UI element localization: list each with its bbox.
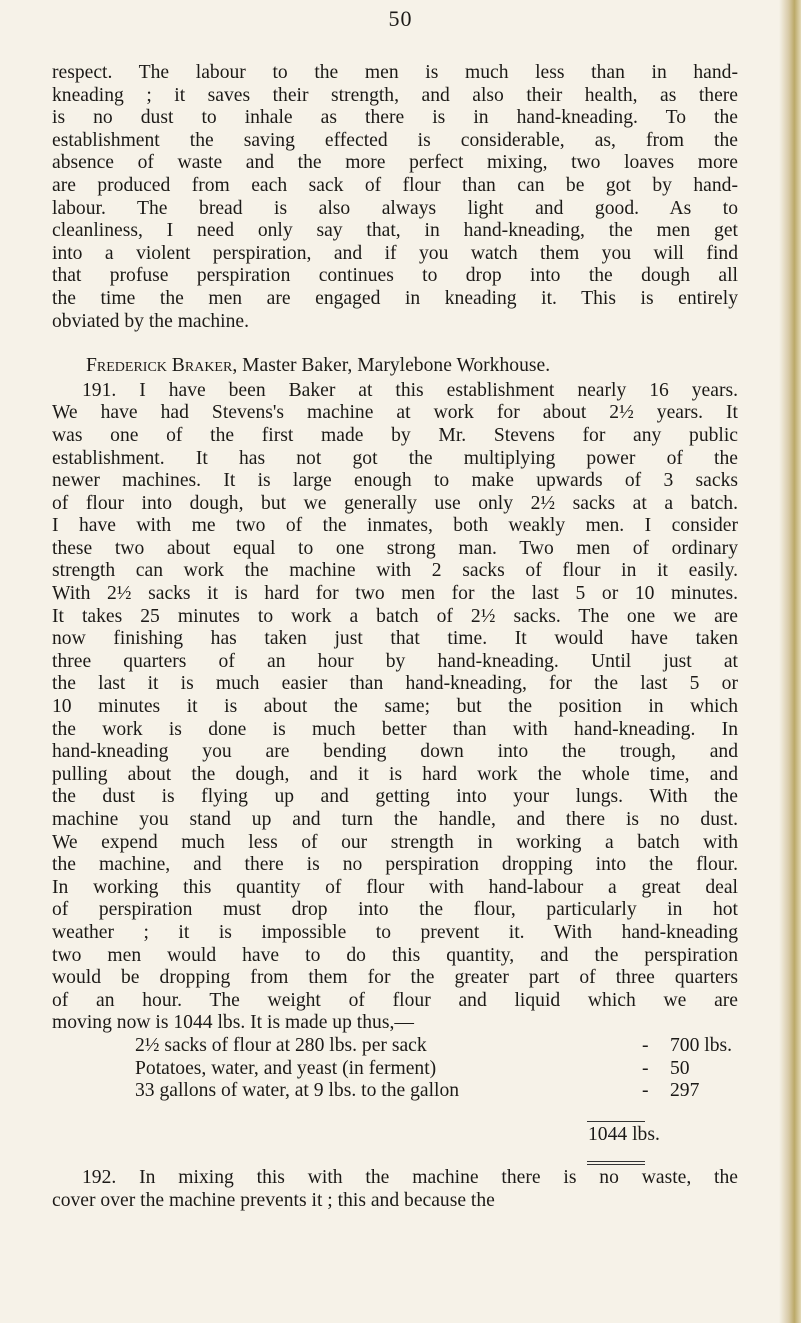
table-row [135,1058,710,1081]
text-line: was one of the first made by Mr. Stevens for any public [52,424,738,446]
text-line: establishment. It has not got the multiplying power of the [52,447,738,469]
witness-name: Frederick Braker [86,355,233,377]
table-total: 1044 lbs. [588,1123,660,1145]
table-row [135,1080,710,1103]
table-item: 33 gallons of water, at 9 lbs. to the gallon [135,1080,460,1102]
text-line: We expend much less of our strength in working a batch with [52,831,738,853]
witness-role: , Master Baker, Marylebone Workhouse. [232,355,551,377]
table-dash: - [642,1057,649,1079]
text-line: machine you stand up and turn the handle, and there is no dust. [52,809,738,830]
text-line: would be dropping from them for the greater part of three quarters [52,967,738,989]
text-line: the dust is flying up and getting into your lungs. With the [52,786,738,808]
text-line: It takes 25 minutes to work a batch of 2½ sacks. The one we are [52,605,738,627]
text-line: cleanliness, I need only say that, in hand-kneading, the men get [52,220,738,242]
table-value: 700 lbs. [670,1034,733,1056]
text-line: of perspiration must drop into the flour, particularly in hot [52,899,738,921]
text-line: cover over the machine prevents it ; this and because the [52,1189,495,1211]
text-line: the machine, and there is no perspiration dropping into the flour. [52,854,738,876]
text-line: With 2½ sacks it is hard for two men for the last 5 or 10 minutes. [52,583,738,605]
text-line: In working this quantity of flour with hand-labour a great deal [52,876,738,898]
text-line: 10 minutes it is about the same; but the position in which [52,696,738,718]
table-item: Potatoes, water, and yeast (in ferment) [135,1057,437,1079]
double-rule [587,1161,645,1165]
text-line: obviated by the machine. [52,310,249,332]
paragraph-testimony-end [52,62,738,333]
page-number: 50 [388,6,413,31]
table-value: 297 [670,1080,700,1102]
text-line: labour. The bread is also always light and good. As to [52,197,738,219]
page-body [52,62,738,1213]
text-line: of an hour. The weight of flour and liquid which we are [52,989,738,1011]
text-line: newer machines. It is large enough to make upwards of 3 sacks [52,470,738,492]
table-value: 50 [670,1057,690,1079]
text-line: the work is done is much better than with hand-kneading. In [52,718,738,740]
weight-table [135,1034,733,1103]
text-line: into a violent perspiration, and if you watch them you will find [52,242,738,264]
witness-heading [52,355,738,378]
text-line: I have with me two of the inmates, both weakly men. I consider [52,515,738,537]
text-line: absence of waste and the more perfect mixing, two loaves more [52,152,738,174]
text-line: 191. I have been Baker at this establishment nearly 16 years. [82,379,738,401]
text-line: is no dust to inhale as there is in hand-kneading. To the [52,107,738,129]
text-line: these two about equal to one strong man. Two men of ordinary [52,537,738,559]
text-line: pulling about the dough, and it is hard work the whole time, and [52,763,738,785]
page-edge [779,0,801,1323]
text-line: respect. The labour to the men is much less than in hand- [52,62,738,83]
table-dash: - [642,1080,649,1102]
text-line: 192. In mixing this with the machine there is no waste, the [82,1167,738,1189]
text-line: strength can work the machine with 2 sacks of flour in it easily. [52,560,738,582]
text-line: establishment the saving effected is considerable, as, from the [52,129,738,151]
text-line: kneading ; it saves their strength, and also their health, as there [52,84,738,106]
paragraph-191 [52,380,738,1035]
text-line: two men would have to do this quantity, and the perspiration [52,944,738,966]
text-line: three quarters of an hour by hand-kneading. Until just at [52,650,738,672]
text-line: moving now is 1044 lbs. It is made up thus,— [52,1012,414,1034]
table-row [135,1034,733,1058]
text-line: We have had Stevens's machine at work for about 2½ years. It [52,402,738,424]
table-dash: - [642,1034,649,1056]
text-line: now finishing has taken just that time. It would have taken [52,628,738,650]
paragraph-192 [52,1167,738,1212]
text-line: weather ; it is impossible to prevent it. With hand-kneading [52,921,738,943]
text-line: the last it is much easier than hand-kneading, for the last 5 or [52,673,738,695]
sum-rule [587,1121,645,1122]
text-line: hand-kneading you are bending down into the trough, and [52,741,738,763]
text-line: the time the men are engaged in kneading it. This is entirely [52,287,738,309]
table-item: 2½ sacks of flour at 280 lbs. per sack [135,1034,427,1056]
text-line: that profuse perspiration continues to drop into the dough all [52,265,738,287]
text-line: are produced from each sack of flour than can be got by hand- [52,174,738,196]
text-line: of flour into dough, but we generally use only 2½ sacks at a batch. [52,492,738,514]
